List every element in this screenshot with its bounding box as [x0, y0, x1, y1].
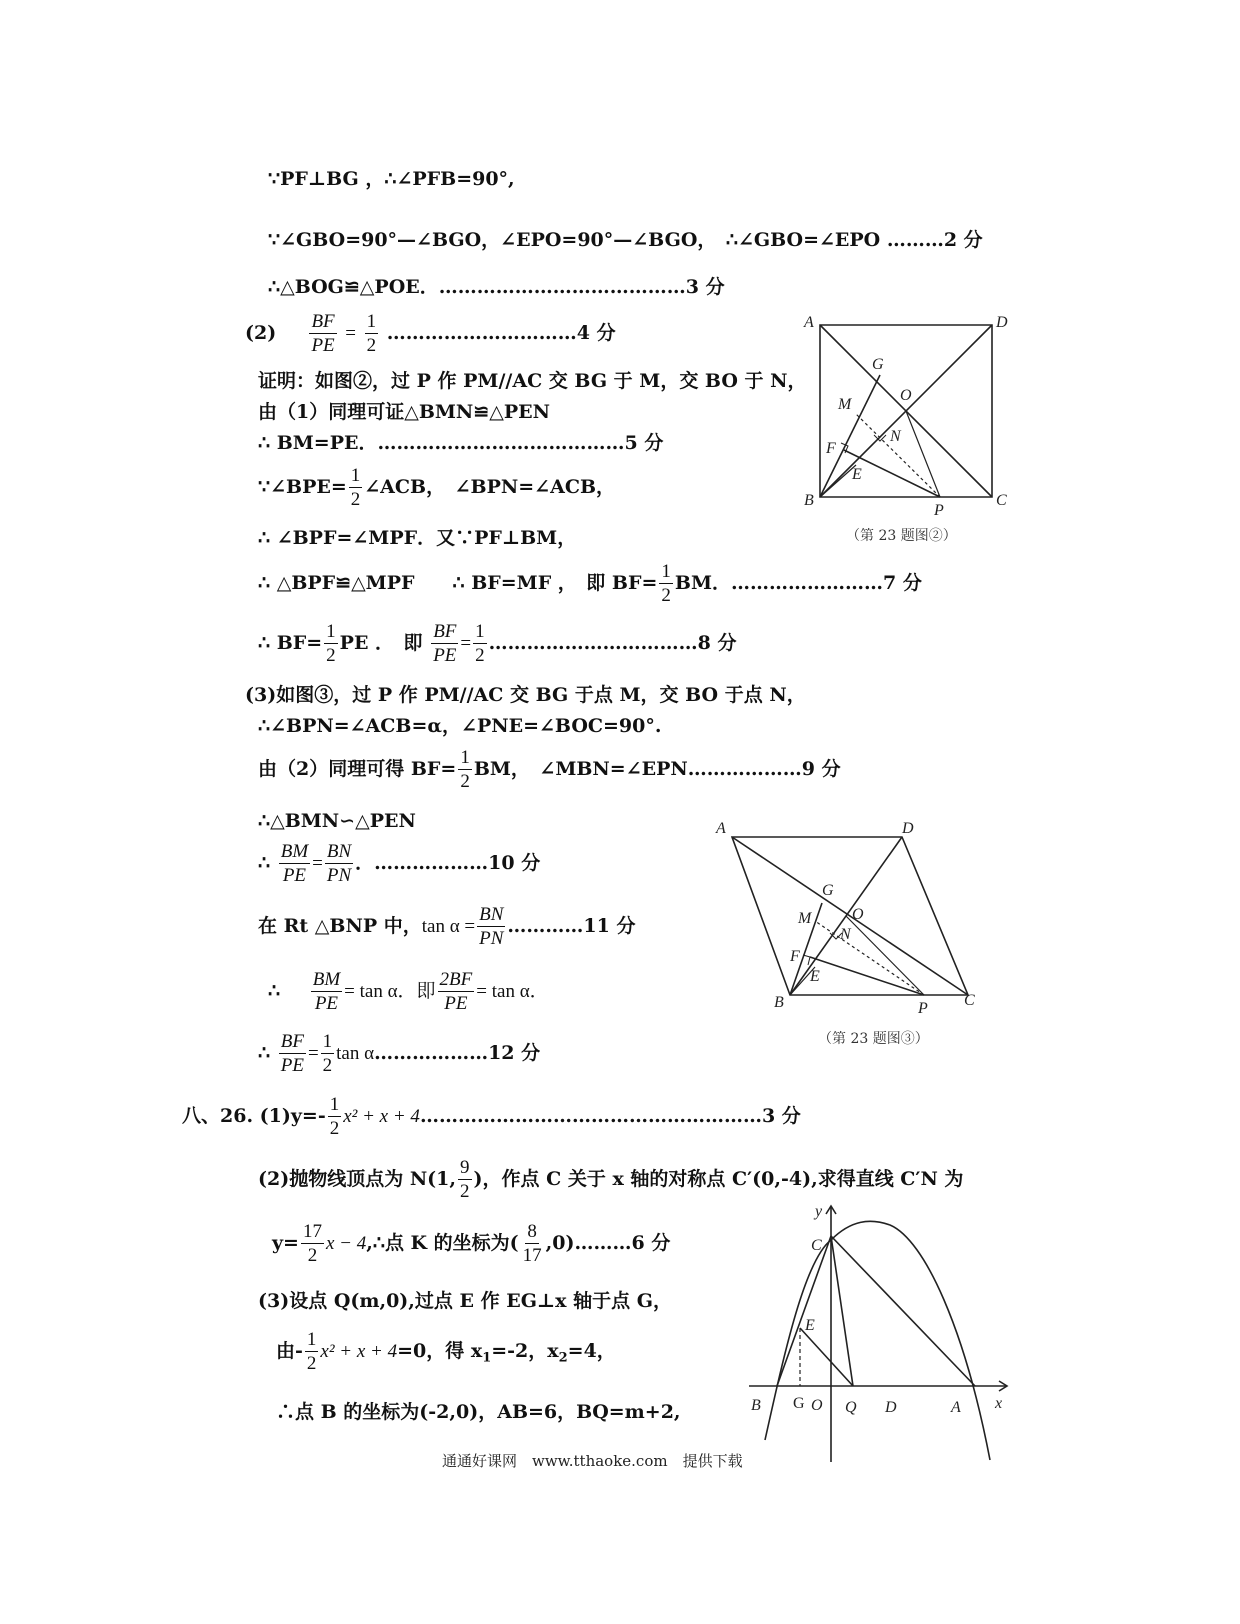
proof-line-18: ∴ $\frac{BM}{PE}$ = tan α．即 $\frac{2BF}{PE}$ = tan α． — [268, 969, 549, 1014]
proof-line-6: 由（1）同理可证△BMN≌△PEN — [258, 401, 550, 423]
label-b: B — [751, 1397, 761, 1414]
label-o: O — [811, 1397, 823, 1414]
fraction-bf-pe: $\frac{BF}{PE}$ — [311, 311, 335, 356]
fraction-half: $\frac{1}{2}$ — [366, 311, 377, 356]
label-a: A — [804, 314, 814, 331]
label-f: F — [826, 440, 836, 457]
label-p: P — [918, 1000, 928, 1015]
label-c: C — [964, 992, 975, 1009]
proof-line-5: 证明：如图②，过 P 作 PM//AC 交 BG 于 M，交 BO 于 N， — [258, 370, 807, 392]
proof-line-14: 由（2）同理可得 BF= $\frac{1}{2}$ BM， ∠MBN=∠EPN………………9 分 — [258, 747, 841, 792]
proof-line-1: ∵PF⊥BG ，∴∠PFB=90°, — [268, 168, 515, 190]
fraction-half: $\frac{1}{2}$ — [460, 747, 470, 792]
label-m: M — [838, 396, 852, 413]
segment-pe — [810, 957, 924, 995]
segment-ca — [831, 1236, 975, 1386]
label-e: E — [810, 968, 820, 985]
label-d: D — [902, 820, 914, 837]
figure-23-2-caption: （第 23 题图②） — [846, 528, 957, 544]
label-e: E — [852, 466, 862, 483]
q26-part3-line2: 由- $\frac{1}{2}$ x² + x + 4=0，得 $x_1=-2$，$x_2=4$， — [276, 1329, 616, 1374]
fraction-half: $\frac{1}{2}$ — [350, 465, 361, 510]
proof-line-17: 在 Rt △BNP 中，tan α = $\frac{BN}{PN}$ …………11 分 — [258, 904, 636, 949]
segment-cb — [777, 1236, 831, 1386]
part2-answer: (2) $\frac{BF}{PE}$ = $\frac{1}{2}$ …………………………4 分 — [245, 311, 616, 356]
fraction-half: $\frac{1}{2}$ — [661, 561, 671, 606]
segment-pm — [855, 413, 940, 497]
fraction-half: $\frac{1}{2}$ — [475, 621, 485, 666]
proof-line-16: ∴ $\frac{BM}{PE}$ = $\frac{BN}{PN}$ ．………………10 分 — [258, 841, 541, 886]
figure-26 — [745, 1200, 1015, 1470]
proof-line-11: ∴ BF= $\frac{1}{2}$ PE ． 即 $\frac{BF}{PE}$ = $\frac{1}{2}$ ……………………………8 分 — [258, 621, 737, 666]
label-b: B — [774, 994, 784, 1011]
label-n: N — [890, 428, 901, 445]
label-m: M — [798, 910, 812, 927]
label-d: D — [996, 314, 1008, 331]
label-c: C — [996, 492, 1007, 509]
footer-source: 通通好课网 www.tthaoke.com 提供下载 — [442, 1452, 743, 1470]
segment-po — [906, 411, 940, 497]
proof-line-12: (3)如图③，过 P 作 PM//AC 交 BG 于点 M，交 BO 于点 N， — [245, 684, 806, 706]
proof-line-7: ∴ BM=PE．…………………………………5 分 — [258, 432, 664, 454]
diagonal-ac — [732, 837, 968, 995]
segment-be — [820, 465, 856, 497]
segment-pm — [815, 921, 924, 995]
proof-line-10: ∴ △BPF≌△MPF ∴ BF=MF ， 即 BF= $\frac{1}{2}$ BM．……………………7 分 — [258, 561, 922, 606]
label-a: A — [716, 820, 726, 837]
label-g: G — [872, 356, 884, 373]
label-f: F — [790, 948, 800, 965]
segment-po — [846, 916, 924, 995]
label-o: O — [852, 906, 864, 923]
label-d: D — [885, 1399, 897, 1416]
fraction-half: $\frac{1}{2}$ — [326, 621, 336, 666]
label-x: x — [995, 1395, 1003, 1412]
label-o: O — [900, 387, 912, 404]
label-g: G — [822, 882, 834, 899]
parabola — [765, 1221, 990, 1460]
proof-line-19: ∴ $\frac{BF}{PE}$ = $\frac{1}{2}$ tan α………………12 分 — [258, 1031, 541, 1076]
q26-part3-line1: (3)设点 Q(m,0),过点 E 作 EG⊥x 轴于点 G， — [258, 1290, 672, 1312]
figure-23-2 — [800, 305, 1020, 515]
q26-part2-line1: (2)抛物线顶点为 N(1, $\frac{9}{2}$ )，作点 C 关于 x 轴的对称点 C′(0,-4),求得直线 C′N 为 — [258, 1157, 964, 1202]
q26-part1: 八、26. (1)y=- $\frac{1}{2}$ x² + x + 4………………………………………………3 分 — [182, 1094, 801, 1139]
label-y: y — [815, 1203, 823, 1220]
figure-23-3-caption: （第 23 题图③） — [818, 1031, 929, 1047]
label-n: N — [840, 926, 851, 943]
proof-line-15: ∴△BMN∽△PEN — [258, 810, 416, 832]
label-q: Q — [845, 1399, 857, 1416]
q26-part3-line3: ∴点 B 的坐标为(-2,0)，AB=6，BQ=m+2, — [276, 1401, 681, 1423]
label-b: B — [804, 492, 814, 509]
label-p: P — [934, 502, 944, 515]
segment-bg — [820, 375, 880, 497]
proof-line-8: ∵∠BPE= $\frac{1}{2}$ ∠ACB， ∠BPN=∠ACB， — [258, 465, 616, 510]
segment-cq — [831, 1236, 853, 1386]
label-e: E — [805, 1317, 815, 1334]
proof-line-2: ∵∠GBO=90°—∠BGO，∠EPO=90°—∠BGO， ∴∠GBO=∠EPO ………2 分 — [268, 229, 983, 251]
label-a: A — [951, 1399, 961, 1416]
proof-line-9: ∴ ∠BPF=∠MPF．又∵PF⊥BM， — [258, 527, 577, 549]
label-c: C — [811, 1237, 822, 1254]
fraction-bf-pe: $\frac{BF}{PE}$ — [433, 621, 457, 666]
part-label: (2) — [245, 321, 277, 344]
proof-line-13: ∴∠BPN=∠ACB=α，∠PNE=∠BOC=90°. — [258, 715, 662, 737]
proof-line-3: ∴△BOG≌△POE．…………………………………3 分 — [268, 276, 725, 298]
figure-23-3 — [710, 815, 990, 1015]
label-g: G — [793, 1395, 805, 1412]
q26-part2-line2: y= $\frac{17}{2}$ x − 4,∴点 K 的坐标为( $\frac{8}{17}$ ,0)………6 分 — [272, 1221, 671, 1266]
